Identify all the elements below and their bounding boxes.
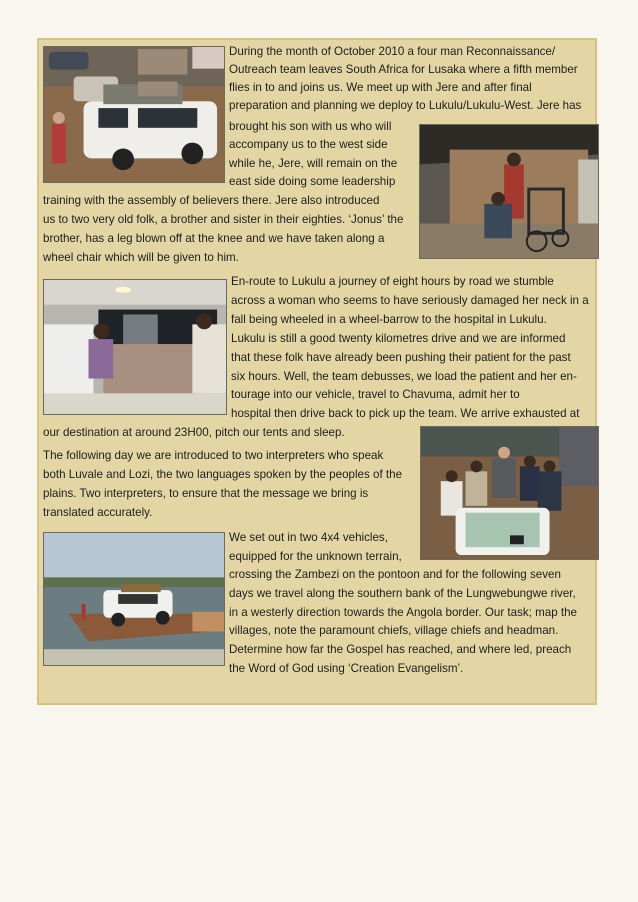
text-line: us to two very old folk, a brother and sister in their eighties. ‘Jonus’ the xyxy=(43,213,404,226)
photo-loaded-vehicle xyxy=(43,46,225,183)
text-line: the Word of God using ‘Creation Evangelism’. xyxy=(229,662,464,675)
text-line: flies in to and joins us. We meet up with Jere and after final xyxy=(229,81,532,94)
text-line: in a westerly direction towards the Angola border. Our task; map the xyxy=(229,606,577,619)
text-line: days we travel along the southern bank of the Lungwebungwe river, xyxy=(229,587,576,600)
text-line: wheel chair which will be given to him. xyxy=(43,251,239,264)
text-line: The following day we are introduced to two interpreters who speak xyxy=(43,449,384,462)
text-line: that these folk have already been pushing their patient for the past xyxy=(231,351,571,364)
text-line: accompany us to the west side xyxy=(229,138,388,151)
text-line: hospital then drive back to pick up the team. We arrive exhausted at xyxy=(231,407,580,420)
text-line: fall being wheeled in a wheel-barrow to the hospital in Lukulu. xyxy=(231,313,547,326)
text-line: Determine how far the Gospel has reached, and where led, preach xyxy=(229,643,572,656)
text-line: brought his son with us who will xyxy=(229,120,392,133)
text-line: Lukulu is still a good twenty kilometres drive and we are informed xyxy=(231,332,566,345)
text-line: brother, has a leg blown off at the knee and we have taken along a xyxy=(43,232,385,245)
text-line: while he, Jere, will remain on the xyxy=(229,157,398,170)
text-line: translated accurately. xyxy=(43,506,153,519)
text-line: east side doing some leadership xyxy=(229,175,396,188)
text-line: tourage into our vehicle, travel to Chavuma, admit her to xyxy=(231,388,520,401)
text-line: We set out in two 4x4 vehicles, xyxy=(229,531,388,544)
photo-patient-in-vehicle xyxy=(43,279,227,415)
text-line: villages, note the paramount chiefs, village chiefs and headman. xyxy=(229,624,559,637)
text-line: preparation and planning we deploy to Lukulu/Lukulu-West. Jere has xyxy=(229,99,582,112)
text-line: Outreach team leaves South Africa for Lusaka where a fifth member xyxy=(229,63,578,76)
text-line: across a woman who seems to have seriously damaged her neck in a xyxy=(231,294,589,307)
text-line: training with the assembly of believers there. Jere also introduced xyxy=(43,194,380,207)
text-line: During the month of October 2010 a four man Reconnaissance/ xyxy=(229,45,556,58)
photo-pontoon-crossing xyxy=(43,532,225,666)
photo-wheelchair-recipients xyxy=(419,124,599,259)
text-line: plains. Two interpreters, to ensure that the message we bring is xyxy=(43,487,369,500)
text-line: En-route to Lukulu a journey of eight hours by road we stumble xyxy=(231,275,554,288)
photo-team-with-map xyxy=(420,426,599,560)
text-line: our destination at around 23H00, pitch our tents and sleep. xyxy=(43,426,345,439)
text-line: crossing the Zambezi on the pontoon and for the following seven xyxy=(229,568,561,581)
text-line: equipped for the unknown terrain, xyxy=(229,550,402,563)
text-line: six hours. Well, the team debusses, we load the patient and her en- xyxy=(231,370,577,383)
text-line: both Luvale and Lozi, the two languages spoken by the peoples of the xyxy=(43,468,403,481)
